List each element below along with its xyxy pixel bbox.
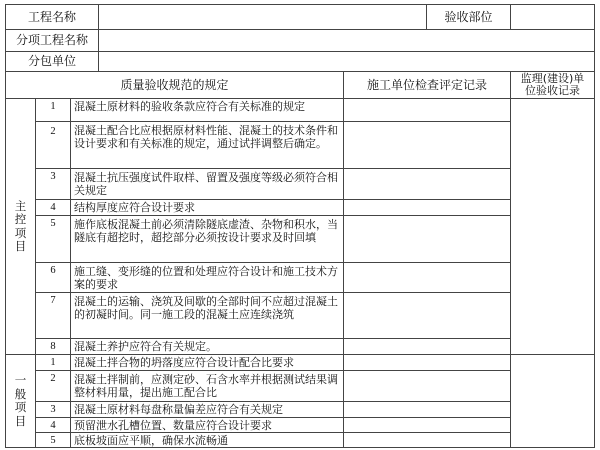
item-text: 混凝土拌合物的坍落度应符合设计配合比要求 — [74, 356, 294, 369]
item-number: 1 — [50, 101, 56, 112]
sub-project-value[interactable] — [99, 30, 594, 51]
item-number: 7 — [50, 295, 56, 306]
item-text: 混凝土原材料的验收条款应符合有关标准的规定 — [74, 100, 305, 113]
contractor-record-cell[interactable] — [344, 355, 510, 370]
contractor-record-cell[interactable] — [344, 263, 510, 292]
table-right-border — [594, 4, 595, 448]
general-section-label: 一 般 项 目 — [14, 373, 27, 428]
supervisor-record-general[interactable] — [511, 355, 594, 447]
item-text: 混凝土拌制前，应测定砂、石含水率并根据测试结果调整材料用量，提出施工配合比 — [74, 373, 338, 399]
item-number: 3 — [50, 404, 56, 415]
item-text: 施工缝、变形缝的位置和处理应符合设计和施工技术方案的要求 — [74, 265, 338, 291]
item-number: 5 — [50, 218, 56, 229]
contractor-record-cell[interactable] — [344, 216, 510, 262]
contractor-record-cell[interactable] — [344, 99, 510, 121]
subcontractor-label: 分包单位 — [27, 54, 76, 68]
acceptance-part-value[interactable] — [511, 5, 594, 29]
contractor-record-cell[interactable] — [344, 200, 510, 215]
sub-project-label: 分项工程名称 — [15, 33, 88, 47]
contractor-record-cell[interactable] — [344, 169, 510, 199]
acceptance-part-label: 验收部位 — [444, 9, 493, 24]
acceptance-record-form — [5, 0, 595, 448]
item-number: 6 — [50, 265, 56, 276]
item-text: 混凝土的运输、浇筑及间歇的全部时间不应超过混凝土的初凝时间。同一施工段的混凝土应连续浇筑 — [74, 295, 338, 321]
contractor-record-cell[interactable] — [344, 418, 510, 432]
contractor-record-cell[interactable] — [344, 122, 510, 168]
item-number: 4 — [50, 202, 56, 213]
project-name-label: 工程名称 — [27, 9, 76, 24]
contractor-record-cell[interactable] — [344, 339, 510, 354]
supervisor-column-header: 监理(建设)单 位验收记录 — [520, 72, 585, 97]
contractor-record-cell[interactable] — [344, 371, 510, 401]
item-text: 混凝土养护应符合有关规定。 — [74, 340, 217, 353]
project-name-value[interactable] — [99, 5, 426, 29]
item-number: 3 — [50, 171, 56, 182]
item-number: 8 — [50, 341, 56, 352]
item-text: 混凝土抗压强度试件取样、留置及强度等级必须符合相关规定 — [74, 171, 338, 197]
item-number: 4 — [50, 419, 56, 431]
item-number: 2 — [50, 126, 56, 137]
item-number: 2 — [50, 373, 56, 384]
spec-column-header: 质量验收规范的规定 — [120, 77, 229, 92]
table-bottom-border — [5, 447, 595, 448]
item-number: 1 — [50, 357, 56, 368]
contractor-record-cell[interactable] — [344, 433, 510, 447]
contractor-record-cell[interactable] — [344, 293, 510, 338]
item-text: 底板坡面应平顺，确保水流畅通 — [74, 433, 228, 447]
item-text: 结构厚度应符合设计要求 — [74, 201, 195, 214]
contractor-column-header: 施工单位检查评定记录 — [366, 77, 487, 92]
item-text: 预留泄水孔槽位置、数量应符合设计要求 — [74, 418, 272, 432]
item-text: 施作底板混凝土前必须清除隧底虚渣、杂物和积水，当隧底有超挖时，超挖部分必须按设计要求及时回填 — [74, 218, 338, 244]
item-text: 混凝土原材料每盘称量偏差应符合有关规定 — [74, 403, 283, 416]
main-control-section-label: 主 控 项 目 — [14, 198, 27, 253]
item-text: 混凝土配合比应根据原材料性能、混凝土的技术条件和设计要求和有关标准的规定，通过试拌调整后确定。 — [74, 124, 338, 150]
supervisor-record-main-control[interactable] — [511, 99, 594, 354]
contractor-record-cell[interactable] — [344, 402, 510, 417]
item-number: 5 — [50, 434, 56, 446]
subcontractor-value[interactable] — [99, 52, 594, 71]
